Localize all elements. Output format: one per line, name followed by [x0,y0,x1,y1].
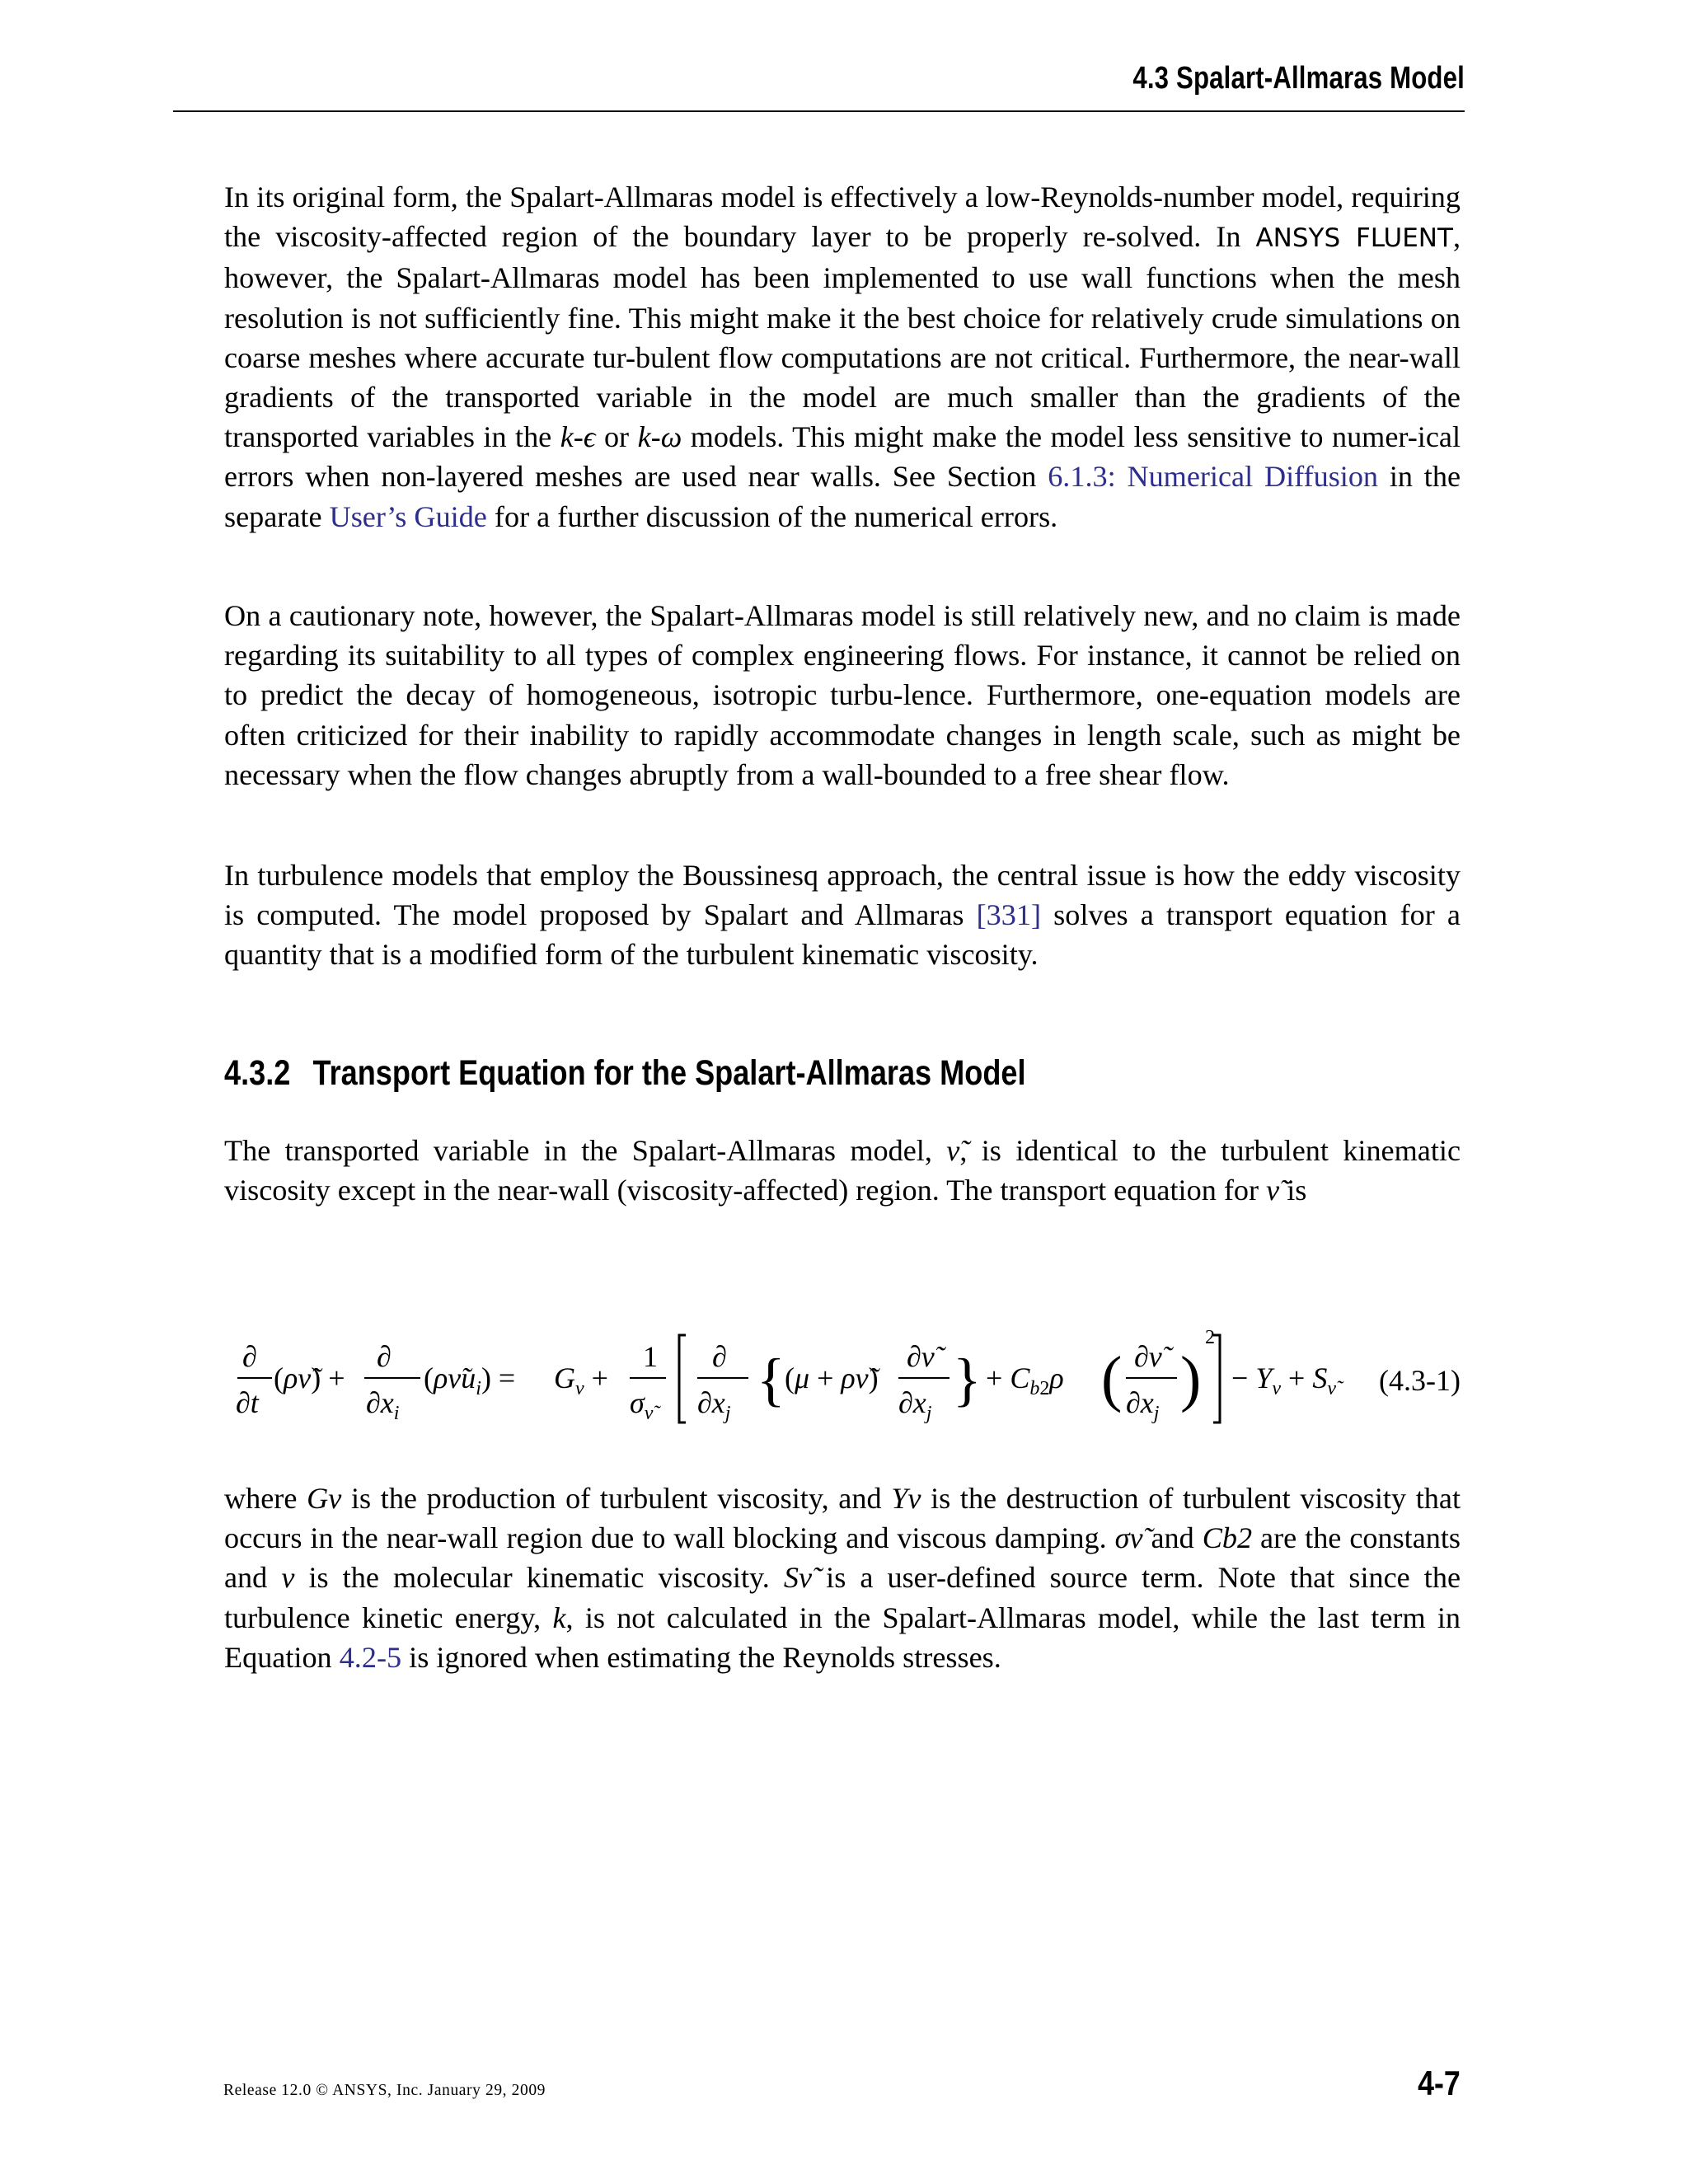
p4-text-c: is [1279,1174,1307,1207]
product-name: ANSYS FLUENT [1255,223,1453,254]
svg-text:(μ + ρν̃): (μ + ρν̃) [785,1361,879,1394]
p5-text-a: where [224,1482,307,1515]
p5-text-e: are the constants and [224,1521,1461,1595]
svg-text:∂ν̃: ∂ν̃ [1134,1340,1162,1373]
running-header [173,61,1465,112]
g-nu-symbol: Gν [307,1482,342,1515]
p5-text-b: is the production of turbulent viscosity, and [341,1482,892,1515]
s-nu-symbol: Sν̃ [783,1561,813,1595]
p5-text-h: , is not calculated in the Spalart-Allmaras model, while the last term in Equation [224,1601,1461,1674]
svg-text:∂t: ∂t [236,1386,259,1419]
svg-text:∂: ∂ [377,1340,392,1373]
p1-text-e: for a further discussion of the numerical errors. [486,499,1058,533]
svg-text:− Yν + Sν̃: − $Y_\nu + S_{\nũ}$ [1231,1361,1336,1399]
p5-text-i: is ignored when estimating the Reynolds stresses. [401,1640,1001,1674]
svg-text:{: { [757,1347,785,1413]
svg-text:∂ν̃: ∂ν̃ [907,1340,935,1373]
svg-text:∂xj: $\partial x_j$ [697,1386,731,1424]
svg-text:(: ( [1101,1344,1123,1413]
p1-or: or [595,420,638,454]
svg-text:∂xi: $\partial x_i$ [366,1386,400,1424]
svg-text:∂: ∂ [242,1340,257,1373]
footer-release: Release 12.0 © ANSYS, Inc. January 29, 2009 [223,2082,546,2099]
k-symbol: k [552,1601,566,1634]
svg-text:1: 1 [643,1340,658,1373]
transport-equation [224,1319,1461,1451]
p3-text-a: In turbulence models that employ the Boussinesq approach, the central issue is how the eddy viscosity is computed. The model proposed by Spalart and Allmaras [224,859,1461,932]
users-guide-link[interactable]: User’s Guide [329,499,487,533]
equation-graphic [224,1319,1461,1451]
p5-text-d: and [1142,1521,1203,1555]
p1-text-d: in the separate [224,460,1461,533]
section-number: 4.3.2 [224,1053,291,1093]
equation-label: (4.3-1) [1379,1364,1461,1397]
p3-text-b: solves a transport equation for a quantity that is a modified form of the turbulent kinematic viscosity. [224,898,1461,972]
svg-text:(ρν̃ui) =: $(\rho\nũu_i)$ = [424,1361,516,1399]
svg-text:Gν +: $G_\nu$ + [554,1361,608,1399]
section-heading [224,1053,1026,1094]
numerical-diffusion-link[interactable]: 6.1.3: Numerical Diffusion [1048,460,1379,494]
p4-text-a: The transported variable in the Spalart-Allmaras model, [224,1134,947,1167]
sigma-symbol: σν̃ [1114,1521,1143,1555]
header-title: 4.3 Spalart-Allmaras Model [1132,61,1465,96]
paragraph-1 [224,177,1461,537]
nu-tilde-symbol: ν̃ [946,1134,960,1167]
p4-text-b: , is identical to the turbulent kinematic viscosity except in the near-wall (viscosity-affected) region. The transport equation for [224,1134,1461,1207]
svg-text:∂: ∂ [712,1340,727,1373]
cb2-symbol: Cb2 [1202,1521,1253,1555]
paragraph-5 [224,1479,1461,1677]
svg-text:(ρν̃) +: (ρν̃) + [274,1361,345,1394]
p1-text-a: In its original form, the Spalart-Allmaras model is effectively a low-Reynolds-number model, requiring the viscosity-affected region of the boundary layer to be properly re-solved. In [224,180,1461,254]
p1-text-c: models. This might make the model less sensitive to numer-ical errors when non-layered meshes are used near walls. See Section [224,420,1461,494]
svg-text:+ Cb2ρ: + $C_b2\rho$ [986,1361,1064,1399]
p5-text-f: is the molecular kinematic viscosity. [294,1561,784,1595]
nu-symbol: ν [281,1561,295,1595]
p5-text-g: is a user-defined source term. Note that since the turbulence kinetic energy, [224,1561,1461,1634]
paragraph-2: On a cautionary note, however, the Spalart-Allmaras model is still relatively new, and no claim is made regarding its suitability to all types of complex engineering flows. For instance, it cannot be relied on to predict the decay of homogeneous, isotropic turbu-lence. Furthermore, one-equation models are often criticized for their inability to rapidly accommodate changes in length scale, such as might be necessary when the flow changes abruptly from a wall-bounded to a free shear flow. [224,599,1461,791]
svg-text:}: } [953,1347,982,1413]
section-title: Transport Equation for the Spalart-Allmaras Model [312,1053,1026,1093]
reference-link[interactable]: [331] [976,898,1042,932]
svg-text:∂xj: $\partial x_j$ [898,1386,932,1424]
svg-text:2: 2 [1205,1327,1215,1348]
k-omega-symbol: k-ω [637,420,682,454]
equation-link[interactable]: 4.2-5 [339,1640,402,1674]
p1-text-b: , however, the Spalart-Allmaras model has been implemented to use wall functions when the mesh resolution is not sufficiently fine. This might make it the best choice for relatively crude simulations on coarse meshes where accurate tur-bulent flow computations are not critical. Furthermore, the near-wall gradients of the transported variable in the model are much smaller than the gradients of the transported variables in the [224,220,1461,454]
paragraph-4 [224,1131,1461,1210]
nu-tilde-symbol-2: ν̃ [1266,1174,1280,1207]
svg-text:σν̃: $\sigma_{\nũ}$ [630,1386,654,1424]
page-number: 4-7 [1418,2064,1461,2102]
svg-text:): ) [1180,1344,1202,1413]
p5-text-c: is the destruction of turbulent viscosity that occurs in the near-wall region due to wall blocking and viscous damping. [224,1482,1461,1555]
y-nu-symbol: Yν [891,1482,921,1515]
k-epsilon-symbol: k-ϵ [560,420,596,454]
svg-text:∂xj: $\partial x_j$ [1126,1386,1160,1424]
paragraph-3 [224,855,1461,975]
